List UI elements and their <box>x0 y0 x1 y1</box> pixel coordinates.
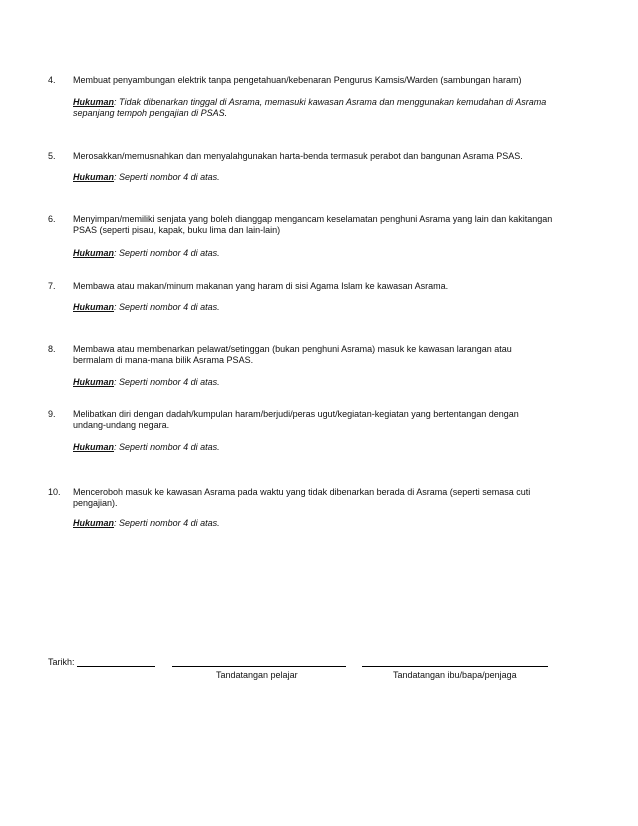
hukuman-separator: : <box>114 97 117 107</box>
hukuman-block <box>73 442 553 453</box>
hukuman-label: Hukuman <box>73 518 115 528</box>
hukuman-text: Tidak dibenarkan tinggal di Asrama, memasuki kawasan Asrama dan menggunakan kemudahan di Asrama sepanjang tempoh pengajian di PSAS. <box>73 97 547 118</box>
hukuman-label: Hukuman <box>73 377 115 387</box>
item-text: Melibatkan diri dengan dadah/kumpulan haram/berjudi/peras ugut/kegiatan-kegiatan yang bertentangan dengan undang-undang negara. <box>73 409 519 430</box>
hukuman-label: Hukuman <box>73 302 115 312</box>
item-number: 7. <box>48 281 56 291</box>
hukuman-separator: : <box>114 377 117 387</box>
parent-signature-label: Tandatangan ibu/bapa/penjaga <box>393 670 517 680</box>
hukuman-separator: : <box>114 442 117 452</box>
hukuman-text: Seperti nombor 4 di atas. <box>119 442 220 452</box>
item-number: 6. <box>48 214 56 224</box>
hukuman-label: Hukuman <box>73 172 115 182</box>
item-text: Membawa atau makan/minum makanan yang haram di sisi Agama Islam ke kawasan Asrama. <box>73 281 449 291</box>
item-text: Membawa atau membenarkan pelawat/setinggan (bukan penghuni Asrama) masuk ke kawasan larangan atau bermalam di mana-mana bilik Asrama PSAS. <box>73 344 512 365</box>
date-line <box>77 666 155 667</box>
item-number: 4. <box>48 75 56 85</box>
item-number: 9. <box>48 409 56 419</box>
hukuman-block <box>73 377 553 388</box>
item-text: Membuat penyambungan elektrik tanpa pengetahuan/kebenaran Pengurus Kamsis/Warden (sambungan haram) <box>73 75 522 85</box>
item-text: Menceroboh masuk ke kawasan Asrama pada waktu yang tidak dibenarkan berada di Asrama (seperti semasa cuti pengajian). <box>73 487 531 508</box>
hukuman-text: Seperti nombor 4 di atas. <box>119 248 220 258</box>
hukuman-text: Seperti nombor 4 di atas. <box>119 172 220 182</box>
item-number: 10. <box>48 487 61 497</box>
hukuman-label: Hukuman <box>73 248 115 258</box>
hukuman-label: Hukuman <box>73 97 115 107</box>
hukuman-separator: : <box>114 518 117 528</box>
hukuman-text: Seperti nombor 4 di atas. <box>119 302 220 312</box>
hukuman-block <box>73 302 553 313</box>
item-number: 8. <box>48 344 56 354</box>
hukuman-label: Hukuman <box>73 442 115 452</box>
student-signature-label: Tandatangan pelajar <box>216 670 298 680</box>
hukuman-block <box>73 248 553 259</box>
item-text: Merosakkan/memusnahkan dan menyalahgunakan harta-benda termasuk perabot dan bangunan Asrama PSAS. <box>73 151 523 161</box>
item-text: Menyimpan/memiliki senjata yang boleh dianggap mengancam keselamatan penghuni Asrama yang lain dan kakitangan PSAS (seperti pisau, kapak, buku lima dan lain-lain) <box>73 214 553 235</box>
parent-signature-line <box>362 666 548 667</box>
hukuman-block <box>73 172 553 183</box>
hukuman-separator: : <box>114 172 117 182</box>
date-label: Tarikh: <box>48 657 75 667</box>
student-signature-line <box>172 666 346 667</box>
hukuman-block <box>73 97 553 119</box>
hukuman-text: Seperti nombor 4 di atas. <box>119 518 220 528</box>
hukuman-separator: : <box>114 248 117 258</box>
hukuman-separator: : <box>114 302 117 312</box>
item-number: 5. <box>48 151 56 161</box>
hukuman-text: Seperti nombor 4 di atas. <box>119 377 220 387</box>
hukuman-block <box>73 518 553 529</box>
